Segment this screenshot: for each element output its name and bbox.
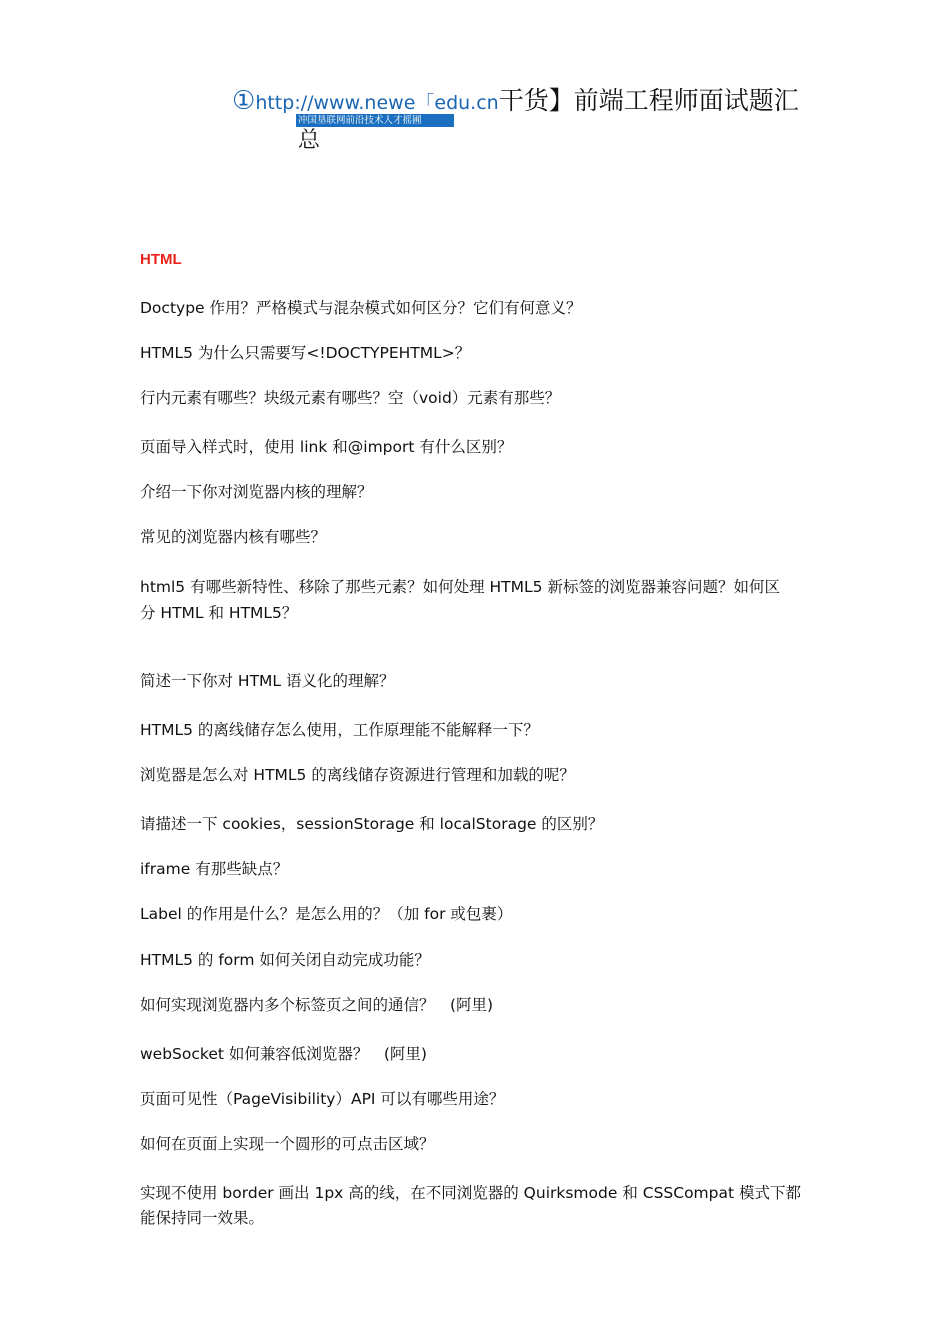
question-item: 页面导入样式时，使用 link 和@import 有什么区别？ xyxy=(140,438,513,456)
question-item: 行内元素有哪些？块级元素有哪些？空（void）元素有那些？ xyxy=(140,389,561,407)
question-item: 介绍一下你对浏览器内核的理解？ xyxy=(140,483,373,501)
watermark-banner: 冲国垦联网前沿技术人才摇圃 xyxy=(296,114,454,127)
question-item: iframe 有那些缺点？ xyxy=(140,860,289,878)
title-link[interactable]: http://www.newe「edu.cn xyxy=(255,92,499,114)
question-item: html5 有哪些新特性、移除了那些元素？如何处理 HTML5 新标签的浏览器兼容问题？如何区 分 HTML 和 HTML5？ xyxy=(140,578,780,622)
question-item: HTML5 的离线储存怎么使用，工作原理能不能解释一下？ xyxy=(140,721,539,739)
question-item: 浏览器是怎么对 HTML5 的离线储存资源进行管理和加载的呢？ xyxy=(140,766,575,784)
question-item: 实现不使用 border 画出 1px 高的线，在不同浏览器的 Quirksmode 和 CSSCompat 模式下都 能保持同一效果。 xyxy=(140,1184,801,1227)
title-line-2: 总 xyxy=(298,128,321,153)
question-item: Label 的作用是什么？是怎么用的？（加 for 或包裹） xyxy=(140,905,513,923)
circled-number-glyph: ① xyxy=(232,86,256,116)
question-item: 如何在页面上实现一个圆形的可点击区域？ xyxy=(140,1135,435,1153)
question-item: HTML5 的 form 如何关闭自动完成功能？ xyxy=(140,951,430,969)
question-item: 页面可见性（PageVisibility）API 可以有哪些用途？ xyxy=(140,1090,505,1108)
question-item: 如何实现浏览器内多个标签页之间的通信？ (阿里) xyxy=(140,996,494,1014)
question-item: Doctype 作用？严格模式与混杂模式如何区分？它们有何意义？ xyxy=(140,299,582,317)
question-item: webSocket 如何兼容低浏览器？ (阿里) xyxy=(140,1045,427,1063)
question-item: 常见的浏览器内核有哪些？ xyxy=(140,528,327,546)
document-title xyxy=(232,84,812,153)
question-item: 简述一下你对 HTML 语义化的理解？ xyxy=(140,672,395,690)
question-item: HTML5 为什么只需要写<!DOCTYPEHTML>？ xyxy=(140,344,471,362)
title-text: 干货】前端工程师面试题汇 xyxy=(498,86,799,115)
question-item: 请描述一下 cookies，sessionStorage 和 localStorage 的区别？ xyxy=(140,815,604,833)
section-heading-html: HTML xyxy=(140,251,182,268)
